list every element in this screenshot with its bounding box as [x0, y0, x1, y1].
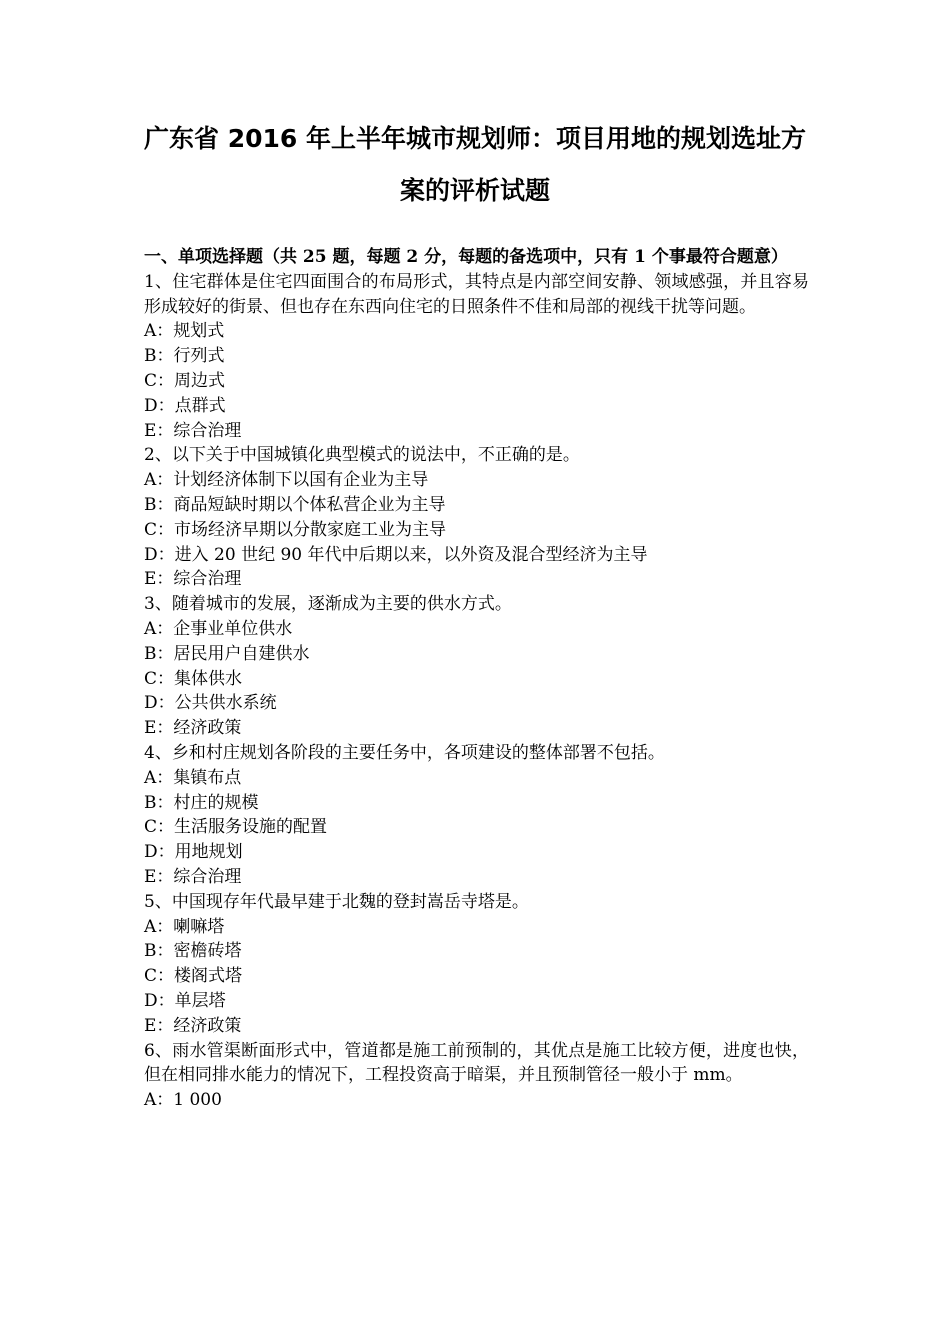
- question-stem: 5、中国现存年代最早建于北魏的登封嵩岳寺塔是。: [144, 891, 529, 912]
- answer-option: A：1 000: [144, 1090, 222, 1111]
- question-6: [144, 1039, 809, 1113]
- answer-option: E：综合治理: [144, 569, 242, 590]
- answer-option: B：商品短缺时期以个体私营企业为主导: [144, 494, 446, 515]
- option-list: [144, 617, 809, 741]
- answer-option: A：计划经济体制下以国有企业为主导: [144, 470, 429, 491]
- question-3: [144, 592, 809, 741]
- answer-option: B：密檐砖塔: [144, 941, 242, 962]
- question-2: [144, 443, 809, 592]
- answer-option: A：规划式: [144, 321, 225, 342]
- question-stem: 2、以下关于中国城镇化典型模式的说法中，不正确的是。: [144, 445, 580, 466]
- option-list: [144, 468, 809, 592]
- document-body: [144, 245, 809, 1113]
- answer-option: D：公共供水系统: [144, 693, 277, 714]
- answer-option: C：生活服务设施的配置: [144, 817, 328, 838]
- answer-option: A：喇嘛塔: [144, 916, 225, 937]
- answer-option: B：居民用户自建供水: [144, 643, 310, 664]
- option-list: [144, 766, 809, 890]
- answer-option: D：进入 20 世纪 90 年代中后期以来，以外资及混合型经济为主导: [144, 544, 648, 565]
- answer-option: C：楼阁式塔: [144, 966, 243, 987]
- question-5: [144, 890, 809, 1039]
- answer-option: E：综合治理: [144, 866, 242, 887]
- question-stem: 4、乡和村庄规划各阶段的主要任务中，各项建设的整体部署不包括。: [144, 742, 665, 763]
- title-line-2: 案的评析试题: [399, 176, 550, 205]
- answer-option: A：集镇布点: [144, 767, 242, 788]
- question-list: [144, 270, 809, 1113]
- answer-option: D：点群式: [144, 395, 226, 416]
- question-stem: 3、随着城市的发展，逐渐成为主要的供水方式。: [144, 594, 512, 615]
- document-title: [120, 113, 830, 217]
- answer-option: C：集体供水: [144, 668, 243, 689]
- section-heading: 一、单项选择题（共 25 题，每题 2 分，每题的备选项中，只有 1 个事最符合题意）: [144, 247, 788, 267]
- answer-option: B：村庄的规模: [144, 792, 259, 813]
- answer-option: A：企事业单位供水: [144, 618, 293, 639]
- option-list: [144, 915, 809, 1039]
- answer-option: E：综合治理: [144, 420, 242, 441]
- answer-option: E：经济政策: [144, 1015, 242, 1036]
- question-stem: 6、雨水管渠断面形式中，管道都是施工前预制的，其优点是施工比较方便，进度也快，但在相同排水能力的情况下，工程投资高于暗渠，并且预制管径一般小于 mm。: [144, 1040, 809, 1086]
- question-1: [144, 270, 809, 444]
- answer-option: E：经济政策: [144, 718, 242, 739]
- answer-option: C：市场经济早期以分散家庭工业为主导: [144, 519, 447, 540]
- answer-option: B：行列式: [144, 346, 225, 367]
- option-list: [144, 1088, 809, 1113]
- answer-option: D：用地规划: [144, 842, 243, 863]
- answer-option: C：周边式: [144, 370, 226, 391]
- question-4: [144, 741, 809, 890]
- option-list: [144, 319, 809, 443]
- question-stem: 1、住宅群体是住宅四面围合的布局形式，其特点是内部空间安静、领域感强，并且容易形成较好的街景、但也存在东西向住宅的日照条件不佳和局部的视线干扰等问题。: [144, 271, 809, 317]
- answer-option: D：单层塔: [144, 990, 226, 1011]
- title-line-1: 广东省 2016 年上半年城市规划师：项目用地的规划选址方: [144, 124, 806, 153]
